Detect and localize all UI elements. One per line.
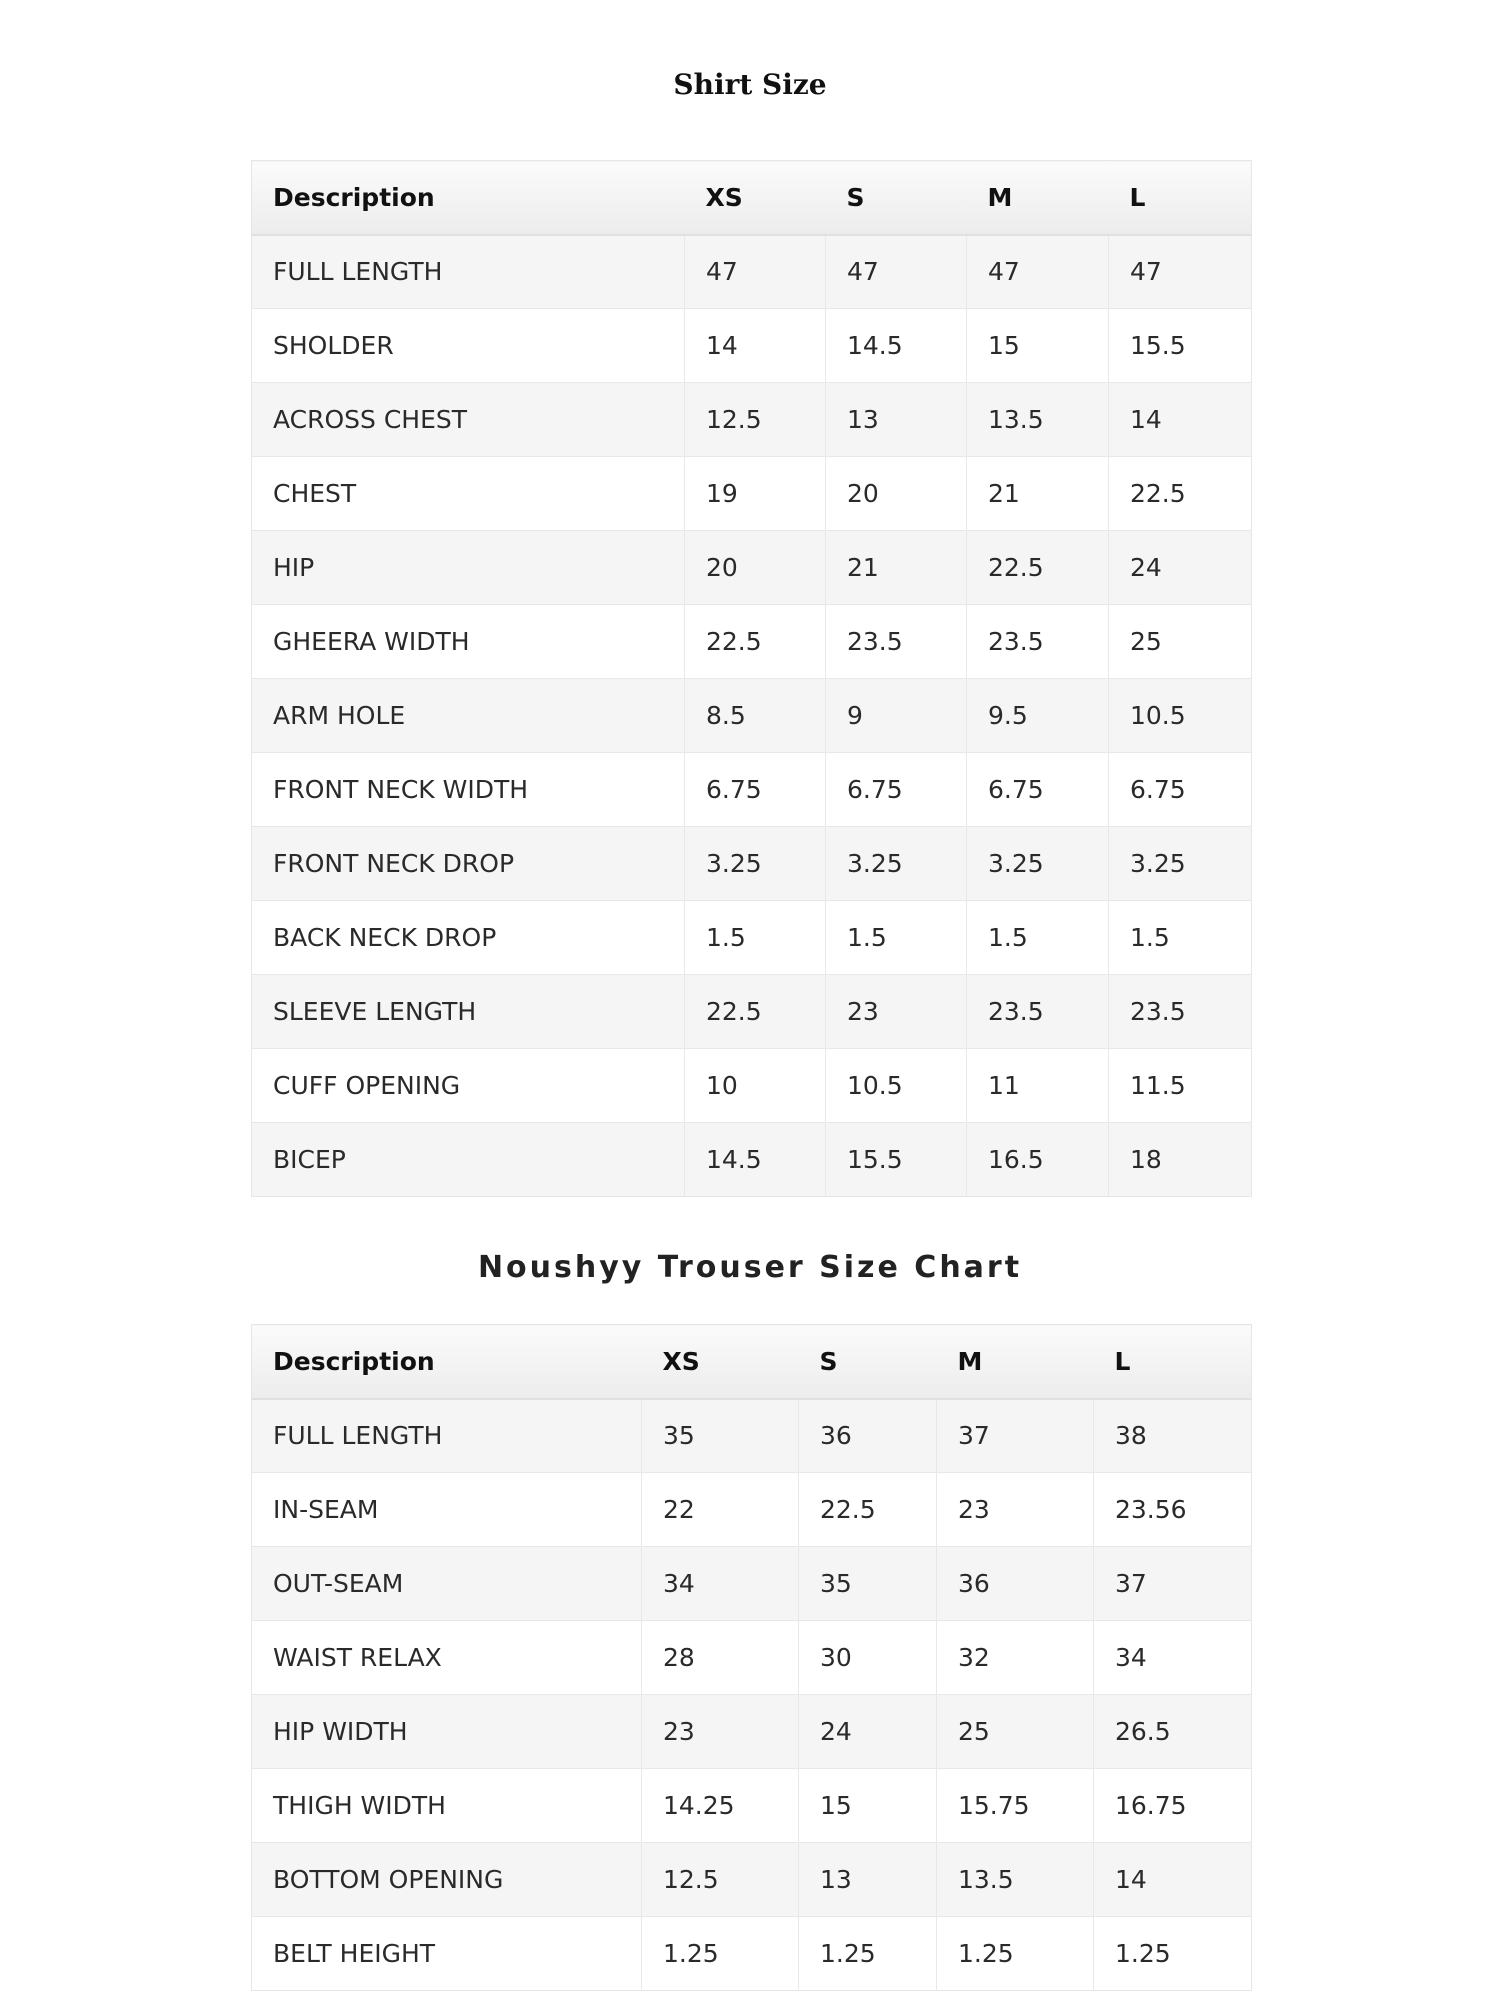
table-row [252,1917,1252,1991]
size-value: 10 [685,1049,826,1123]
measurement-label: GHEERA WIDTH [252,605,685,679]
measurement-label: FULL LENGTH [252,1399,642,1473]
size-value: 32 [937,1621,1094,1695]
measurement-label: SLEEVE LENGTH [252,975,685,1049]
size-value: 6.75 [967,753,1109,827]
size-value: 20 [685,531,826,605]
column-header-s: S [799,1325,937,1399]
measurement-label: BACK NECK DROP [252,901,685,975]
size-value: 13 [826,383,967,457]
column-header-description: Description [252,161,685,235]
size-value: 15.5 [1109,309,1252,383]
measurement-label: FRONT NECK WIDTH [252,753,685,827]
size-value: 24 [1109,531,1252,605]
size-value: 9 [826,679,967,753]
size-value: 3.25 [685,827,826,901]
size-value: 23.56 [1094,1473,1252,1547]
size-value: 8.5 [685,679,826,753]
trouser-size-table [251,1324,1252,1991]
column-header-description: Description [252,1325,642,1399]
size-value: 14.5 [685,1123,826,1197]
table-header-row [252,1325,1252,1399]
size-value: 47 [967,235,1109,309]
size-value: 47 [826,235,967,309]
size-value: 3.25 [826,827,967,901]
size-value: 26.5 [1094,1695,1252,1769]
size-value: 47 [685,235,826,309]
size-value: 23 [642,1695,799,1769]
measurement-label: FRONT NECK DROP [252,827,685,901]
measurement-label: CHEST [252,457,685,531]
size-value: 23.5 [1109,975,1252,1049]
size-value: 23.5 [967,975,1109,1049]
table-row [252,1547,1252,1621]
size-value: 21 [967,457,1109,531]
size-value: 1.25 [937,1917,1094,1991]
size-value: 21 [826,531,967,605]
measurement-label: OUT-SEAM [252,1547,642,1621]
measurement-label: FULL LENGTH [252,235,685,309]
shirt-size-table [251,160,1252,1197]
size-value: 23.5 [826,605,967,679]
size-value: 22 [642,1473,799,1547]
column-header-xs: XS [685,161,826,235]
size-value: 28 [642,1621,799,1695]
column-header-l: L [1094,1325,1252,1399]
size-value: 25 [1109,605,1252,679]
size-value: 15.75 [937,1769,1094,1843]
trouser-size-chart-title: Noushyy Trouser Size Chart [477,1250,1023,1285]
size-value: 22.5 [1109,457,1252,531]
size-value: 11 [967,1049,1109,1123]
measurement-label: HIP [252,531,685,605]
size-value: 12.5 [685,383,826,457]
size-value: 14.5 [826,309,967,383]
measurement-label: WAIST RELAX [252,1621,642,1695]
table-row [252,679,1252,753]
table-row [252,531,1252,605]
size-value: 15.5 [826,1123,967,1197]
column-header-m: M [937,1325,1094,1399]
size-value: 24 [799,1695,937,1769]
size-value: 38 [1094,1399,1252,1473]
measurement-label: IN-SEAM [252,1473,642,1547]
size-value: 22.5 [967,531,1109,605]
size-value: 36 [937,1547,1094,1621]
size-value: 16.75 [1094,1769,1252,1843]
size-value: 13 [799,1843,937,1917]
size-value: 14 [1109,383,1252,457]
table-row [252,1769,1252,1843]
size-value: 23.5 [967,605,1109,679]
size-value: 22.5 [799,1473,937,1547]
table-row [252,309,1252,383]
size-value: 1.25 [799,1917,937,1991]
column-header-xs: XS [642,1325,799,1399]
size-value: 22.5 [685,975,826,1049]
size-value: 25 [937,1695,1094,1769]
size-value: 14 [685,309,826,383]
column-header-s: S [826,161,967,235]
size-value: 16.5 [967,1123,1109,1197]
size-value: 22.5 [685,605,826,679]
size-value: 10.5 [1109,679,1252,753]
size-value: 3.25 [967,827,1109,901]
shirt-size-title: Shirt Size [673,68,827,101]
table-row [252,1399,1252,1473]
size-value: 12.5 [642,1843,799,1917]
column-header-m: M [967,161,1109,235]
size-value: 15 [967,309,1109,383]
table-row [252,383,1252,457]
measurement-label: BICEP [252,1123,685,1197]
size-value: 20 [826,457,967,531]
size-value: 36 [799,1399,937,1473]
table-row [252,1123,1252,1197]
size-value: 35 [799,1547,937,1621]
size-value: 1.5 [685,901,826,975]
size-value: 1.25 [642,1917,799,1991]
size-value: 30 [799,1621,937,1695]
measurement-label: BOTTOM OPENING [252,1843,642,1917]
table-header-row [252,161,1252,235]
size-value: 6.75 [685,753,826,827]
table-row [252,1049,1252,1123]
size-value: 23 [826,975,967,1049]
size-value: 1.5 [826,901,967,975]
size-value: 23 [937,1473,1094,1547]
measurement-label: HIP WIDTH [252,1695,642,1769]
table-row [252,1695,1252,1769]
size-value: 37 [937,1399,1094,1473]
table-row [252,235,1252,309]
size-value: 14.25 [642,1769,799,1843]
size-value: 37 [1094,1547,1252,1621]
table-row [252,1843,1252,1917]
size-value: 10.5 [826,1049,967,1123]
measurement-label: BELT HEIGHT [252,1917,642,1991]
size-value: 9.5 [967,679,1109,753]
size-value: 11.5 [1109,1049,1252,1123]
column-header-l: L [1109,161,1252,235]
measurement-label: CUFF OPENING [252,1049,685,1123]
size-value: 13.5 [937,1843,1094,1917]
table-row [252,827,1252,901]
table-row [252,1473,1252,1547]
size-value: 6.75 [826,753,967,827]
size-value: 35 [642,1399,799,1473]
size-value: 1.5 [1109,901,1252,975]
table-row [252,605,1252,679]
size-value: 14 [1094,1843,1252,1917]
size-value: 15 [799,1769,937,1843]
table-row [252,457,1252,531]
table-row [252,901,1252,975]
size-value: 34 [642,1547,799,1621]
size-value: 13.5 [967,383,1109,457]
measurement-label: ACROSS CHEST [252,383,685,457]
size-value: 34 [1094,1621,1252,1695]
measurement-label: THIGH WIDTH [252,1769,642,1843]
table-row [252,975,1252,1049]
size-value: 6.75 [1109,753,1252,827]
size-value: 1.25 [1094,1917,1252,1991]
size-value: 1.5 [967,901,1109,975]
table-row [252,1621,1252,1695]
size-value: 19 [685,457,826,531]
size-value: 47 [1109,235,1252,309]
size-value: 3.25 [1109,827,1252,901]
table-row [252,753,1252,827]
measurement-label: ARM HOLE [252,679,685,753]
size-value: 18 [1109,1123,1252,1197]
measurement-label: SHOLDER [252,309,685,383]
